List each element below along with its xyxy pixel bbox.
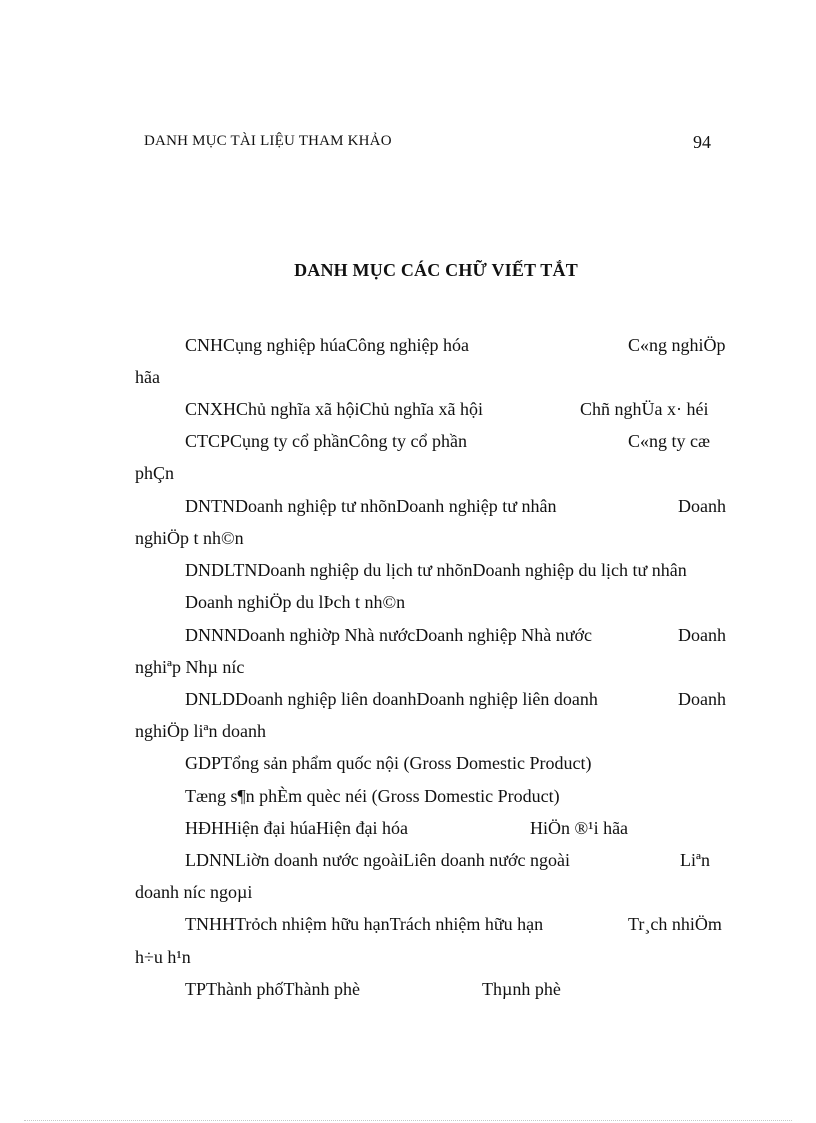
page-number: 94 <box>693 132 711 152</box>
entry-cnxh-source: CNXHChủ nghĩa xã hộiChủ nghĩa xã hội <box>185 399 483 419</box>
entry-cnh-source: CNHCụng nghiệp húaCông nghiệp hóa <box>185 335 469 355</box>
entry-hdh-encoded: HiÖn ®¹i hãa <box>530 818 629 838</box>
entry-hdh-source: HĐHHiện đại húaHiện đại hóa <box>185 818 408 838</box>
entry-ldnn-encoded-cont: doanh níc ngoµi <box>135 882 253 902</box>
entry-ctcp-encoded: C«ng ty cæ <box>628 431 711 451</box>
entry-tnhh-source: TNHHTrỏch nhiệm hữu hạnTrách nhiệm hữu hạn <box>185 914 544 934</box>
entry-cnh-encoded-cont: hãa <box>135 367 160 387</box>
entry-gdp-encoded: Tæng s¶n phÈm quèc néi (Gross Domestic Product) <box>185 786 560 806</box>
entry-cnh-encoded: C«ng nghiÖp <box>628 335 726 355</box>
entry-tnhh-encoded: Tr¸ch nhiÖm <box>628 914 722 934</box>
entry-tnhh-encoded-cont: h÷u h¹n <box>135 947 191 967</box>
document-heading: DANH MỤC CÁC CHỮ VIẾT TẮT <box>294 260 578 280</box>
entry-dntn-encoded: Doanh <box>678 496 726 516</box>
entry-tp-source: TPThành phốThành phè <box>185 979 360 999</box>
entry-ctcp-encoded-cont: phÇn <box>135 463 175 483</box>
entry-cnxh-encoded: Chñ nghÜa x· héi <box>580 399 709 419</box>
entry-tp-encoded: Thµnh phè <box>482 979 561 999</box>
entry-gdp-source: GDPTổng sản phẩm quốc nội (Gross Domestic Product) <box>185 753 592 773</box>
entry-dnld-source: DNLDDoanh nghiệp liên doanhDoanh nghiệp liên doanh <box>185 689 598 709</box>
entry-ctcp-source: CTCPCụng ty cổ phầnCông ty cổ phần <box>185 431 467 451</box>
header-title: DANH MỤC TÀI LIỆU THAM KHẢO <box>144 133 392 149</box>
entry-dntn-source: DNTNDoanh nghiệp tư nhõnDoanh nghiệp tư nhân <box>185 496 557 516</box>
entry-dndltn-source: DNDLTNDoanh nghiệp du lịch tư nhõnDoanh nghiệp du lịch tư nhân <box>185 560 687 580</box>
entry-ldnn-encoded: Liªn <box>680 850 710 870</box>
page-bottom-rule <box>24 1120 792 1121</box>
entry-dnnn-encoded-cont: nghiªp Nhµ níc <box>135 657 245 677</box>
entry-dnnn-source: DNNNDoanh nghiờp Nhà nướcDoanh nghiệp Nhà nước <box>185 625 592 645</box>
entry-ldnn-source: LDNNLiờn doanh nước ngoàiLiên doanh nước ngoài <box>185 850 570 870</box>
entry-dnld-encoded-cont: nghiÖp liªn doanh <box>135 721 266 741</box>
entry-dntn-encoded-cont: nghiÖp t nh©n <box>135 528 244 548</box>
entry-dndltn-encoded: Doanh nghiÖp du lÞch t nh©n <box>185 592 406 612</box>
entry-dnld-encoded: Doanh <box>678 689 726 709</box>
entry-dnnn-encoded: Doanh <box>678 625 726 645</box>
